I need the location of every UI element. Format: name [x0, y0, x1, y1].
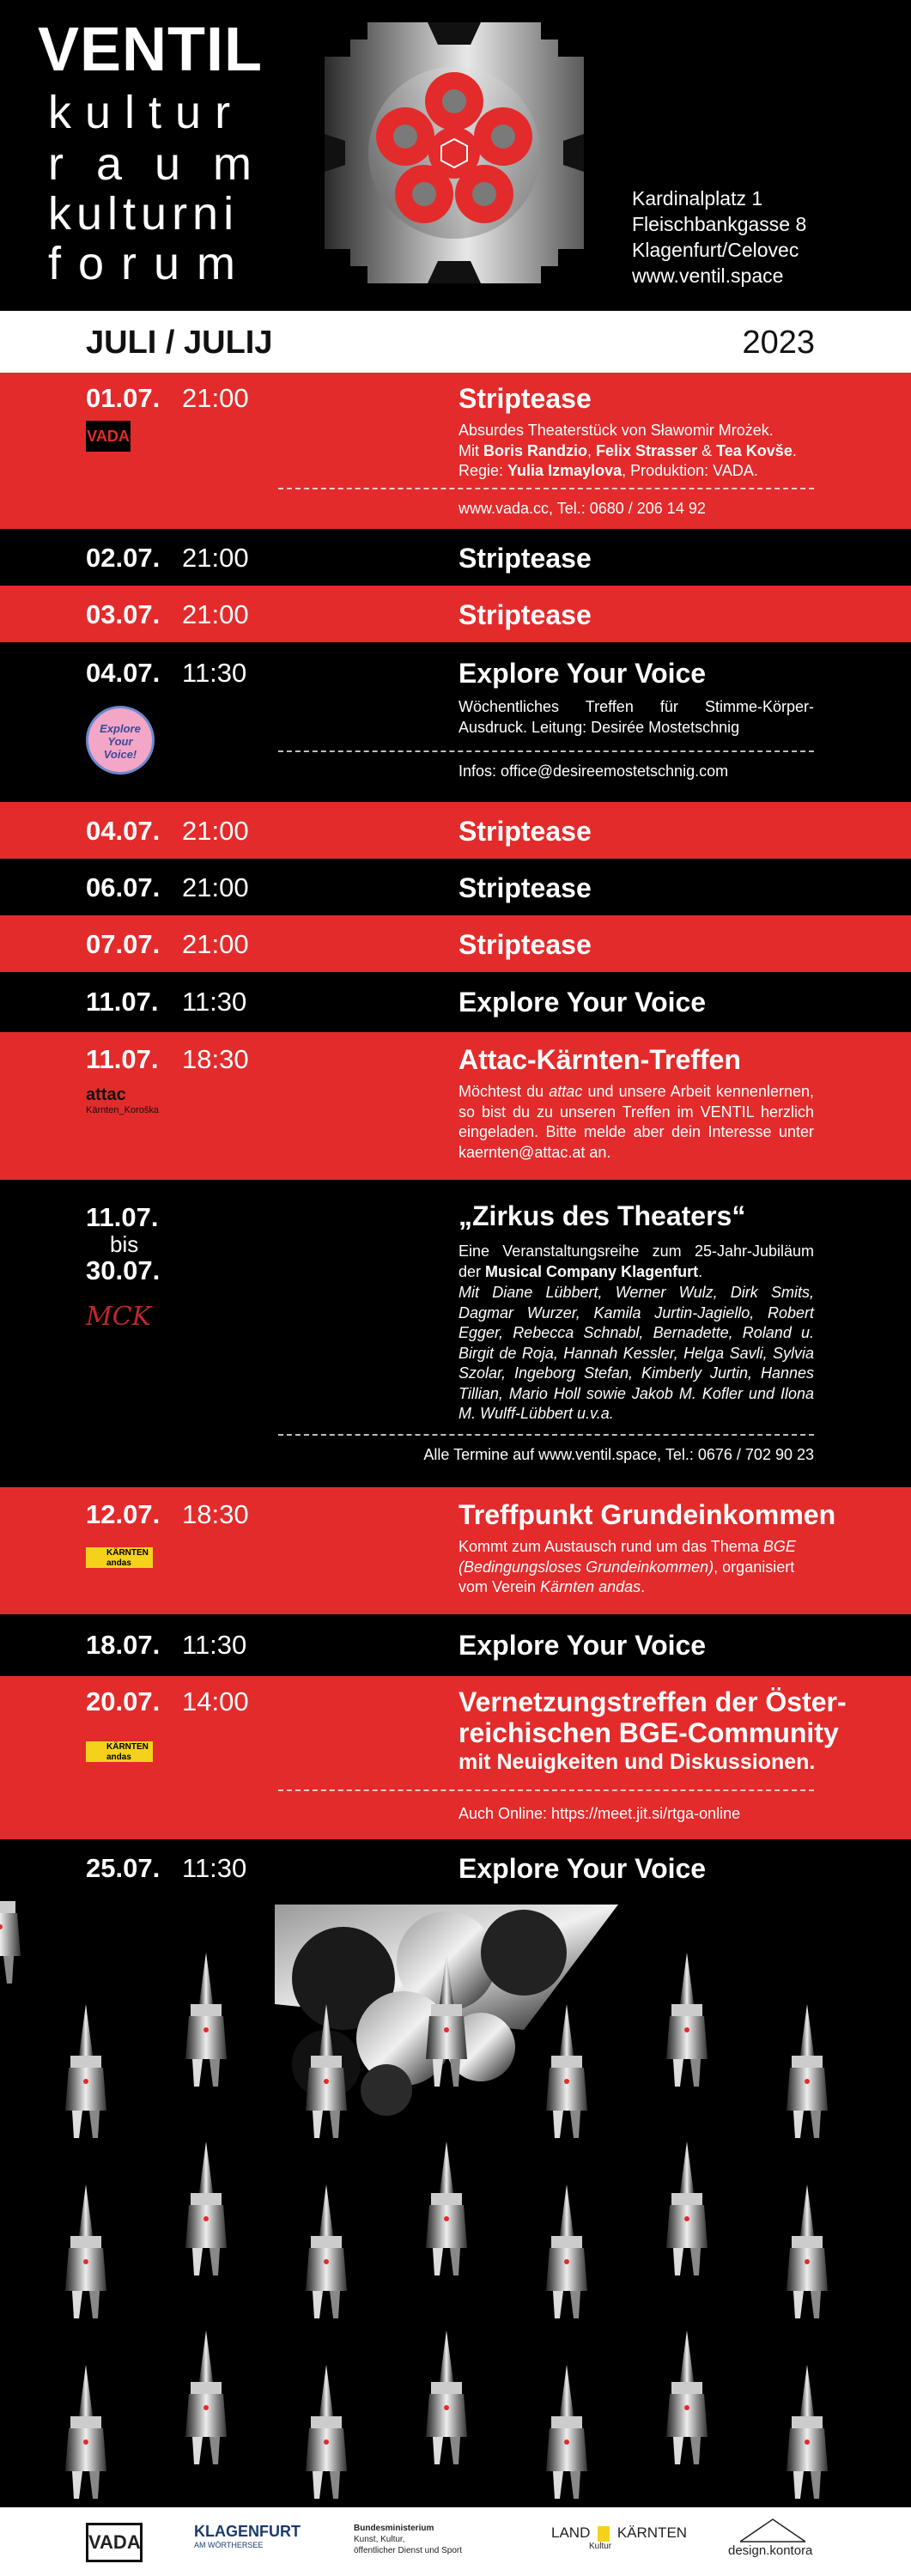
kaernten-andas-logo: KÄRNTEN andas: [86, 1741, 153, 1762]
event-row: [0, 972, 911, 1032]
desc-text: Eine Veranstaltungsreihe zum 25-Jahr-Jubiläum der: [459, 1242, 814, 1280]
event-title-line: Vernetzungstreffen der Öster-: [459, 1686, 847, 1717]
event-title: Treffpunkt Grundeinkommen: [459, 1499, 836, 1530]
event-date: 11.07.: [86, 1044, 159, 1074]
dashed-divider: [278, 750, 814, 752]
event-date-to: 30.07.: [86, 1255, 161, 1285]
event-time: 18:30: [182, 1044, 249, 1074]
klagenfurt-logo: [194, 2523, 301, 2549]
event-contact[interactable]: www.vada.cc, Tel.: 0680 / 206 14 92: [459, 500, 706, 517]
event-date: 01.07.: [86, 383, 161, 413]
vada-sponsor-logo: VADA: [86, 2523, 143, 2562]
event-time: 21:00: [182, 543, 249, 573]
desc-line: [459, 441, 814, 462]
desc-text: ,: [587, 441, 597, 459]
kaernten-text: KÄRNTEN: [616, 2524, 688, 2541]
month-bar: [0, 311, 911, 373]
brand-line-raum: raum: [48, 138, 285, 190]
event-time: 11:30: [182, 1853, 247, 1883]
dashed-divider: [278, 1789, 814, 1791]
desc-text: .: [698, 1262, 703, 1280]
brand-line-kultur: kultur: [48, 87, 245, 138]
event-time: 21:00: [182, 599, 249, 629]
event-date: 02.07.: [86, 543, 161, 573]
explore-your-voice-logo: [86, 706, 155, 775]
desc-text: Möchtest du: [459, 1083, 550, 1100]
desc-text: und unsere Arbeit kennenlernen, so bist du zu unseren Treffen im VENTIL herzlich eingeladen. Bitte melde aber dein Interesse unter kaernten@attac.at an.: [459, 1083, 814, 1161]
address-block: [632, 185, 806, 289]
dashed-divider: [278, 1434, 814, 1436]
event-time: 11:30: [182, 658, 247, 688]
logo-text: Explore: [100, 722, 141, 735]
desc-text: , Produktion: VADA.: [622, 462, 758, 479]
attac-logo: [86, 1085, 180, 1123]
poster-artwork: [0, 1901, 911, 2507]
address-website[interactable]: www.ventil.space: [632, 264, 784, 287]
event-date: 03.07.: [86, 599, 161, 629]
event-title: Striptease: [459, 543, 592, 574]
event-title: Explore Your Voice: [459, 1853, 707, 1884]
event-title: Striptease: [459, 872, 592, 903]
desc-text: Regie:: [459, 462, 508, 479]
address-street-1: Kardinalplatz 1: [632, 187, 763, 210]
event-date-bis: bis: [110, 1231, 139, 1257]
event-contact[interactable]: Infos: office@desireemostetschnig.com: [459, 762, 729, 780]
event-subtitle: mit Neuigkeiten und Diskussionen.: [459, 1750, 816, 1774]
desc-emphasis: Kärnten andas: [540, 1578, 641, 1595]
director-name: Yulia Izmaylova: [507, 462, 623, 479]
year-label: 2023: [742, 325, 815, 361]
bundesministerium-logo: [354, 2523, 462, 2556]
company-name: Musical Company Klagenfurt: [485, 1262, 699, 1280]
logo-text: Voice!: [103, 748, 137, 761]
event-row: [0, 1180, 911, 1487]
sponsor-footer: [0, 2507, 911, 2576]
brand-line-forum: forum: [48, 238, 253, 289]
land-kaernten-logo: [551, 2524, 687, 2551]
event-row: [0, 1487, 911, 1614]
desc-emphasis: BGE (Bedingungsloses Grundeinkommen): [459, 1538, 796, 1576]
event-date: 25.07.: [86, 1853, 161, 1883]
bm-line: Kunst, Kultur,: [354, 2535, 405, 2544]
klagenfurt-text: KLAGENFURT: [194, 2523, 301, 2540]
event-time: 11:30: [182, 1630, 247, 1660]
kultur-text: Kultur: [589, 2542, 612, 2551]
poster-header: [0, 0, 911, 311]
event-time: 18:30: [182, 1499, 249, 1529]
event-row: [0, 642, 911, 802]
event-title: Striptease: [459, 816, 592, 847]
event-row: [0, 1839, 911, 1901]
bm-line: öffentlicher Dienst und Sport: [354, 2546, 463, 2555]
brand-line-kulturni: kulturni: [48, 188, 240, 240]
logo-text: Your: [107, 735, 133, 748]
desc-text: Mit: [459, 441, 483, 459]
address-city: Klagenfurt/Celovec: [632, 239, 799, 261]
cone-figures: [0, 1901, 21, 1984]
house-outline-icon: [738, 2516, 807, 2543]
event-title-line: reichischen BGE-Community: [459, 1717, 839, 1748]
land-text: LAND: [551, 2524, 591, 2541]
event-description: [459, 1082, 814, 1163]
kaernten-andas-logo: KÄRNTEN andas: [86, 1547, 153, 1568]
cast-name: Boris Randzio: [483, 441, 588, 459]
event-contact[interactable]: Alle Termine auf www.ventil.space, Tel.: 0676 / 702 90 23: [423, 1446, 814, 1463]
desc-text: , organisiert vom Verein: [459, 1558, 795, 1595]
cast-name: Tea Kovše: [716, 441, 793, 459]
attac-logo-text: attac: [86, 1085, 126, 1104]
event-row: [0, 915, 911, 972]
event-time: 11:30: [182, 987, 247, 1017]
cast-name: Felix Strasser: [596, 441, 698, 459]
event-date: 07.07.: [86, 929, 161, 959]
bm-line: Bundesministerium: [354, 2524, 434, 2533]
desc-text: &: [697, 441, 717, 459]
desc-text: .: [792, 441, 797, 459]
event-title: Striptease: [459, 929, 592, 960]
event-date: 06.07.: [86, 872, 161, 902]
kaernten-flag-icon: [598, 2526, 610, 2542]
brand-title: VENTIL: [38, 15, 264, 84]
event-title: Explore Your Voice: [459, 987, 707, 1018]
design-kontora-logo: design.kontora: [728, 2543, 813, 2558]
event-row: [0, 373, 911, 529]
desc-line: [459, 461, 814, 482]
event-description: [459, 1242, 814, 1282]
event-row: [0, 1032, 911, 1180]
event-title: „Zirkus des Theaters“: [459, 1200, 746, 1231]
event-title: Attac-Kärnten-Treffen: [459, 1044, 741, 1075]
event-time: 14:00: [182, 1686, 249, 1716]
event-cast: Mit Diane Lübbert, Werner Wulz, Dirk Smits, Dagmar Wurzer, Kamila Jurtin-Jagiello, Robert Egger, Rebecca Schnabl, Bernadette, Roland u. Birgit de Roja, Hannah Kessler, Helga Savli, Sylvia Szolar, Ingeborg Stefan, Kimberly Jurtin, Hannes Tillian, Mario Holl sowie Jakob M. Kofler und Ilona M. Wulff-Lübbert u.v.a.: [459, 1284, 814, 1422]
event-time: 21:00: [182, 872, 249, 902]
event-date: 20.07.: [86, 1686, 161, 1716]
event-date: 18.07.: [86, 1630, 161, 1660]
event-description: [459, 1537, 814, 1598]
event-row: [0, 1676, 911, 1839]
musical-company-logo: MCK: [86, 1302, 152, 1332]
event-time: 21:00: [182, 383, 249, 413]
event-date: 04.07.: [86, 658, 161, 688]
event-row: [0, 802, 911, 859]
event-time: 21:00: [182, 816, 249, 846]
event-title: Striptease: [459, 383, 592, 414]
event-date: 12.07.: [86, 1499, 161, 1529]
event-row: [0, 529, 911, 586]
event-contact[interactable]: Auch Online: https://meet.jit.si/rtga-online: [459, 1805, 741, 1822]
event-row: [0, 1614, 911, 1676]
address-street-2: Fleischbankgasse 8: [632, 213, 807, 235]
klagenfurt-subtext: AM WÖRTHERSEE: [194, 2541, 264, 2549]
desc-text: .: [641, 1578, 646, 1595]
event-title: Explore Your Voice: [459, 658, 707, 689]
desc-text: Kommt zum Austausch rund um das Thema: [459, 1538, 763, 1555]
vada-logo: VADA: [86, 421, 131, 452]
desc-line: Absurdes Theaterstück von Sławomir Mrożek.: [459, 422, 774, 439]
event-description: [459, 421, 814, 482]
attac-logo-subtext: Kärnten_Koroška: [86, 1105, 159, 1115]
event-time: 21:00: [182, 929, 249, 959]
event-row: [0, 586, 911, 642]
event-title: Explore Your Voice: [459, 1630, 707, 1661]
event-row: [0, 859, 911, 915]
event-date: 04.07.: [86, 816, 161, 846]
event-date: 11.07.: [86, 987, 159, 1017]
event-date-from: 11.07.: [86, 1202, 159, 1232]
ventil-flower-logo: [325, 22, 584, 283]
desc-emphasis: attac: [549, 1083, 583, 1100]
month-label: JULI / JULIJ: [86, 325, 273, 361]
event-description: Wöchentliches Treffen für Stimme-Körper-Ausdruck. Leitung: Desirée Mostetschnig: [459, 698, 814, 736]
event-title: Striptease: [459, 599, 592, 630]
dashed-divider: [278, 488, 814, 489]
